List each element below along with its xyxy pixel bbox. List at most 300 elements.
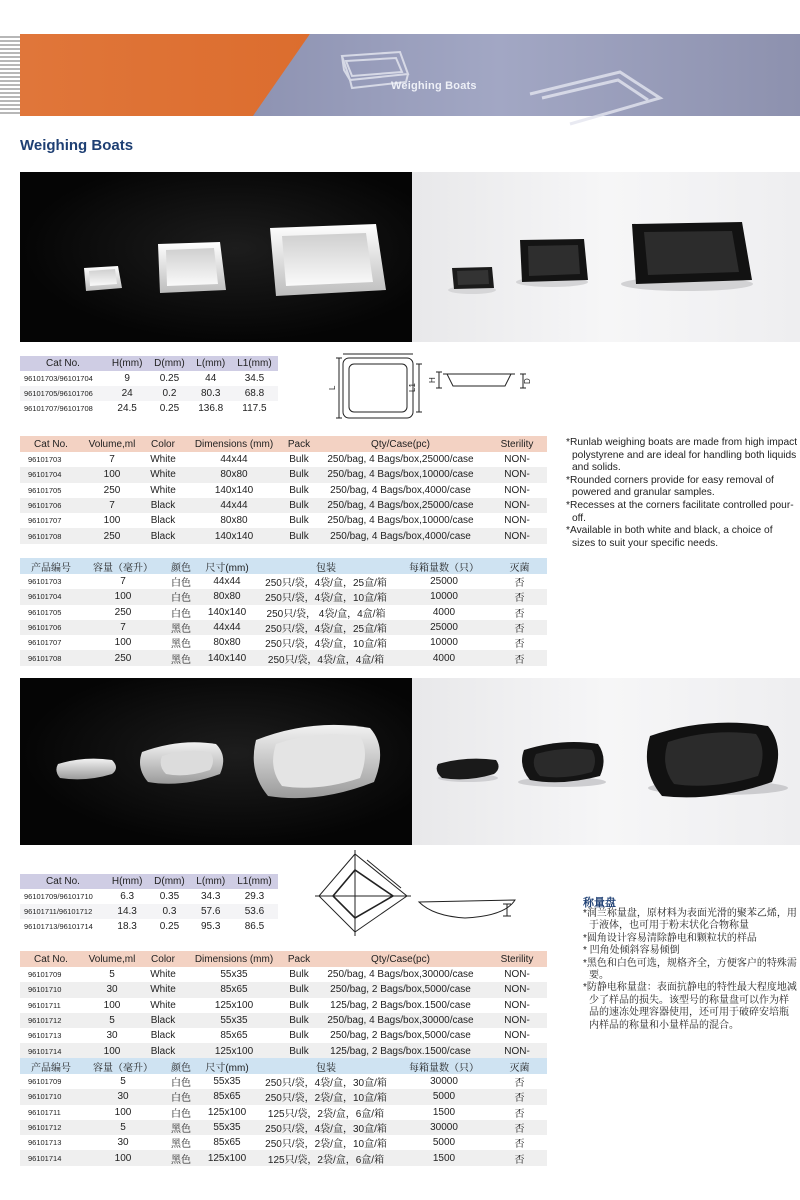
table-row: [20, 1150, 547, 1165]
spec-table-1: [20, 356, 278, 416]
table-cell: 100: [103, 515, 121, 527]
spec-table-header: [20, 874, 278, 889]
table-row: [20, 1135, 547, 1150]
table-cell: Black: [150, 515, 176, 527]
table-cell: 白色: [164, 589, 198, 604]
header-cell: Qty/Case(pc): [314, 951, 487, 967]
table-cell: 25000: [396, 620, 492, 635]
diagram-label-l: L: [328, 385, 337, 390]
table-cell: 125只/袋，2袋/盒，6盒/箱: [256, 1150, 396, 1165]
table-cell: 24: [106, 386, 148, 401]
table-cell: 140x140: [198, 650, 256, 665]
table-cell: 125/bag, 2 Bags/box.1500/case: [314, 1043, 487, 1058]
table-cell: Bulk: [289, 454, 309, 466]
table-cell: 250只/袋，4袋/盒，10盒/箱: [265, 639, 387, 651]
table-row: [20, 498, 547, 513]
table-cell: 7: [109, 454, 115, 466]
table-cell: 30: [82, 1089, 164, 1104]
table-cell: 96101709: [28, 970, 62, 980]
table-cell: Black: [142, 1043, 184, 1058]
table-row: [20, 998, 547, 1013]
table-cell: Bulk: [289, 484, 309, 496]
note-item: *圆角设计容易清除静电和颗粒状的样品: [583, 932, 757, 944]
table-cell: Bulk: [284, 467, 314, 482]
table-cell: 117.5: [242, 403, 267, 414]
table-cell: Bulk: [289, 999, 309, 1011]
table-row: [20, 1013, 547, 1028]
table-cell: Bulk: [284, 528, 314, 543]
header-cell: 每箱量数（只）: [396, 1058, 492, 1074]
table-cell: 96101710: [20, 982, 82, 997]
product-table-header: [20, 436, 547, 452]
table-row: [20, 513, 547, 528]
table-cell: NON-: [504, 969, 530, 981]
table-cell: 96101710: [20, 1089, 82, 1104]
table-cell: 96101714: [20, 1150, 82, 1165]
table-row: [20, 452, 547, 467]
table-cell: 96101705: [28, 607, 62, 617]
note-item: *润兰称量盘，原材料为表面光滑的聚苯乙烯，用于液体，也可用于粉末状化合物称量: [583, 908, 797, 932]
table-row: [20, 401, 278, 416]
table-cell: 否: [492, 620, 547, 635]
header-cell: 颜色: [164, 558, 198, 574]
spec-header-cell: L1(mm): [231, 874, 278, 889]
product-table-en-2: [20, 951, 547, 1059]
table-cell: 100: [82, 1043, 142, 1058]
table-row: [20, 635, 547, 650]
spec-header-cell: D(mm): [148, 356, 190, 371]
table-cell: 250只/袋， 4袋/盒，4盒/箱: [266, 608, 386, 620]
banner-boat-illustration: [320, 34, 800, 116]
header-cell: Pack: [284, 951, 314, 967]
table-cell: 125x100: [207, 1106, 247, 1118]
header-cell: 尺寸(mm): [198, 1058, 256, 1074]
table-cell: 95.3: [201, 921, 221, 932]
table-cell: 44x44: [213, 576, 241, 588]
diagram-label-d: D: [523, 378, 532, 384]
spec-header-cell: Cat No.: [20, 874, 106, 889]
table-cell: 24.5: [117, 403, 137, 414]
banner-stripes: [0, 34, 20, 116]
photo-black-square-boats: [412, 172, 800, 342]
header-cell: 产品编号: [20, 1058, 82, 1074]
table-row: [20, 467, 547, 482]
product-table-zh-2: [20, 1058, 547, 1166]
table-cell: Black: [142, 498, 184, 513]
table-cell: 55x35: [198, 1120, 256, 1135]
table-cell: 96101709: [28, 1077, 62, 1087]
table-row: [20, 967, 547, 982]
product-table-header: [20, 1058, 547, 1074]
header-cell: 灭菌: [492, 558, 547, 574]
photo-white-square-boats: [20, 172, 412, 342]
table-cell: 5: [120, 1076, 126, 1088]
table-cell: 96101711: [28, 1107, 61, 1117]
table-cell: 250/bag, 2 Bags/box,5000/case: [330, 1030, 471, 1042]
table-cell: NON-: [504, 999, 530, 1011]
table-cell: 80.3: [191, 386, 231, 401]
table-cell: 250只/袋，4袋/盒，30盒/箱: [265, 1078, 387, 1090]
table-cell: 125x100: [214, 999, 254, 1011]
header-cell: Qty/Case(pc): [314, 436, 487, 452]
table-cell: 250: [103, 484, 121, 496]
table-cell: 白色: [171, 608, 191, 620]
header-cell: Volume,ml: [82, 436, 142, 452]
table-cell: Bulk: [289, 515, 309, 527]
note-item: *Available in both white and black, a choice of sizes to suit your specific needs.: [566, 525, 773, 549]
header-cell: 产品编号: [20, 558, 82, 574]
header-cell: 尺寸(mm): [198, 558, 256, 574]
table-cell: 否: [514, 1139, 525, 1151]
table-cell: 250只/袋，2袋/盒，10盒/箱: [256, 1089, 396, 1104]
table-cell: 18.3: [117, 921, 137, 932]
photo-black-diamond-boats: [412, 678, 800, 845]
spec-header-cell: L(mm): [191, 356, 231, 371]
table-cell: 96101708: [20, 528, 82, 543]
table-cell: 96101711/96101712: [20, 904, 106, 919]
spec-table-header: [20, 356, 278, 371]
table-cell: NON-: [487, 467, 547, 482]
table-cell: Black: [142, 528, 184, 543]
table-row: [20, 1120, 547, 1135]
table-cell: 否: [492, 1150, 547, 1165]
table-cell: 55x35: [220, 969, 248, 981]
table-cell: 44: [205, 373, 217, 384]
table-cell: 250: [82, 650, 164, 665]
table-row: [20, 574, 547, 589]
table-cell: 30000: [396, 1120, 492, 1135]
table-row: [20, 982, 547, 997]
table-cell: 4000: [432, 606, 456, 618]
table-row: [20, 889, 278, 904]
table-cell: 96101713: [28, 1031, 62, 1041]
table-cell: 黑色: [164, 1120, 198, 1135]
table-cell: 10000: [430, 637, 458, 649]
table-cell: 85x65: [198, 1089, 256, 1104]
table-cell: 96101709/96101710: [24, 892, 93, 901]
table-cell: 0.25: [159, 921, 180, 932]
table-cell: Black: [150, 1030, 176, 1042]
table-cell: 9: [124, 373, 130, 384]
table-cell: 57.6: [191, 904, 231, 919]
table-cell: 96101706: [20, 620, 82, 635]
table-cell: Bulk: [284, 982, 314, 997]
table-cell: 250: [82, 528, 142, 543]
table-cell: 白色: [171, 1078, 191, 1090]
table-cell: 96101705: [28, 485, 62, 495]
table-cell: NON-: [487, 528, 547, 543]
table-cell: 黑色: [171, 639, 191, 651]
photo-white-diamond-boats: [20, 678, 412, 845]
header-cell: Sterility: [487, 951, 547, 967]
table-cell: 14.3: [106, 904, 148, 919]
table-cell: 250只/袋，4袋/盒，30盒/箱: [256, 1120, 396, 1135]
table-cell: 34.3: [201, 891, 221, 902]
table-cell: 250: [114, 606, 132, 618]
table-cell: NON-: [487, 498, 547, 513]
header-cell: 容量（毫升）: [82, 1058, 164, 1074]
table-cell: 30: [106, 1030, 118, 1042]
table-cell: 白色: [164, 1089, 198, 1104]
table-cell: 96101705/96101706: [20, 386, 106, 401]
table-cell: 5000: [432, 1137, 456, 1149]
table-cell: 7: [120, 576, 126, 588]
table-cell: 125x100: [198, 1150, 256, 1165]
spec-header-cell: Cat No.: [20, 356, 106, 371]
table-cell: 96101711: [28, 1000, 61, 1010]
table-cell: 140x140: [207, 606, 247, 618]
table-cell: Bulk: [284, 1043, 314, 1058]
table-cell: 250/bag, 4 Bags/box,25000/case: [327, 454, 474, 466]
header-cell: 颜色: [164, 1058, 198, 1074]
header-cell: Dimensions (mm): [184, 436, 284, 452]
table-cell: 0.2: [148, 386, 190, 401]
table-cell: 5: [82, 1013, 142, 1028]
table-cell: 86.5: [244, 921, 265, 932]
table-cell: 96101707: [28, 516, 62, 526]
spec-header-cell: L(mm): [191, 874, 231, 889]
table-cell: 53.6: [231, 904, 278, 919]
table-cell: 96101712: [20, 1120, 82, 1135]
table-cell: 0.25: [159, 373, 180, 384]
table-cell: 96101713/96101714: [24, 922, 93, 931]
header-banner: [0, 34, 800, 116]
table-cell: 250/bag, 4 Bags/box,4000/case: [314, 528, 487, 543]
table-cell: 96101703/96101704: [24, 374, 93, 383]
table-cell: 29.3: [244, 891, 265, 902]
table-cell: 否: [492, 589, 547, 604]
table-cell: Bulk: [289, 969, 309, 981]
table-cell: 黑色: [164, 1150, 198, 1165]
table-cell: 55x35: [213, 1076, 241, 1088]
table-cell: 5: [109, 969, 115, 981]
table-cell: NON-: [504, 454, 530, 466]
table-cell: 100: [114, 637, 132, 649]
header-cell: Volume,ml: [82, 951, 142, 967]
table-row: [20, 371, 278, 386]
note-item: *黑色和白色可选，规格齐全，方便客户的特殊需要。: [583, 957, 797, 982]
header-cell: Pack: [284, 436, 314, 452]
table-cell: 5000: [396, 1089, 492, 1104]
table-cell: White: [142, 982, 184, 997]
table-cell: 100: [82, 1150, 164, 1165]
table-row: [20, 904, 278, 919]
header-cell: 灭菌: [492, 1058, 547, 1074]
table-cell: 0.35: [159, 891, 180, 902]
header-cell: Cat No.: [20, 951, 82, 967]
table-cell: 96101708: [20, 650, 82, 665]
table-cell: 136.8: [198, 403, 224, 414]
header-cell: Color: [142, 436, 184, 452]
table-cell: 250/bag, 4 Bags/box,30000/case: [327, 969, 474, 981]
table-cell: 10000: [396, 589, 492, 604]
table-cell: 否: [514, 1078, 525, 1090]
table-cell: White: [150, 969, 176, 981]
table-cell: 85x65: [220, 1030, 248, 1042]
table-row: [20, 386, 278, 401]
notes-zh-title: 称量盘: [583, 897, 616, 909]
table-cell: 125x100: [184, 1043, 284, 1058]
table-cell: 否: [514, 608, 525, 620]
table-cell: 白色: [171, 1108, 191, 1120]
table-cell: 100: [114, 1106, 132, 1118]
table-cell: 96101704: [20, 467, 82, 482]
spec-table-2: [20, 874, 278, 934]
table-cell: 100: [82, 467, 142, 482]
features-notes-zh: [583, 908, 797, 1032]
table-cell: 125只/袋，2袋/盒，6盒/箱: [267, 1108, 385, 1120]
header-cell: Cat No.: [20, 436, 82, 452]
table-cell: 44x44: [184, 498, 284, 513]
diagram-label-l1: L1: [408, 383, 417, 392]
spec-header-cell: D(mm): [148, 874, 190, 889]
table-row: [20, 1028, 547, 1043]
header-cell: Color: [142, 951, 184, 967]
table-cell: 96101703: [28, 577, 62, 587]
table-cell: NON-: [504, 484, 530, 496]
table-cell: 55x35: [184, 1013, 284, 1028]
table-cell: 1500: [432, 1106, 456, 1118]
table-cell: 96101707: [28, 638, 62, 648]
note-item: * 凹角处倾斜容易倾倒: [583, 945, 680, 957]
table-cell: 30000: [430, 1076, 458, 1088]
table-cell: 44x44: [198, 620, 256, 635]
table-row: [20, 620, 547, 635]
table-cell: 7: [82, 620, 164, 635]
table-cell: 80x80: [220, 515, 248, 527]
table-cell: 100: [103, 999, 121, 1011]
table-cell: 80x80: [213, 637, 241, 649]
table-cell: 5: [82, 1120, 164, 1135]
table-cell: 140x140: [184, 528, 284, 543]
table-cell: 黑色: [164, 620, 198, 635]
table-cell: 黑色: [164, 650, 198, 665]
table-cell: NON-: [487, 1013, 547, 1028]
table-cell: 34.5: [244, 373, 265, 384]
table-cell: 80x80: [198, 589, 256, 604]
table-cell: 125/bag, 2 Bags/box.1500/case: [330, 999, 471, 1011]
table-cell: 250/bag, 4 Bags/box,10000/case: [327, 515, 474, 527]
table-cell: 85x65: [184, 982, 284, 997]
table-row: [20, 1074, 547, 1089]
table-cell: 否: [514, 1108, 525, 1120]
note-item: *Runlab weighing boats are made from high impact polystyrene and are ideal for handling both liquids and solids.: [566, 437, 798, 474]
table-cell: 80x80: [184, 467, 284, 482]
table-cell: NON-: [487, 1043, 547, 1058]
note-item: *防静电称量盘：表面抗静电的特性最大程度地减少了样品的损失。该型号的称量盘可以作为样品的速冻处理容器使用，还可用于破碎安培瓶内样品的称量和小量样品的混合。: [583, 982, 797, 1031]
table-cell: 250/bag, 4 Bags/box,30000/case: [314, 1013, 487, 1028]
spec-header-cell: H(mm): [106, 874, 148, 889]
table-row: [20, 1089, 547, 1104]
header-cell: 包装: [256, 558, 396, 574]
table-cell: 否: [492, 1089, 547, 1104]
spec-header-cell: H(mm): [106, 356, 148, 371]
table-row: [20, 483, 547, 498]
table-cell: 96101703: [28, 455, 62, 465]
table-cell: 96101714: [20, 1043, 82, 1058]
product-table-header: [20, 951, 547, 967]
table-cell: NON-: [504, 515, 530, 527]
table-cell: 96101707/96101708: [24, 404, 93, 413]
table-cell: NON-: [487, 982, 547, 997]
table-row: [20, 1105, 547, 1120]
table-cell: Bulk: [284, 498, 314, 513]
table-cell: White: [150, 999, 176, 1011]
table-cell: 250/bag, 2 Bags/box,5000/case: [314, 982, 487, 997]
spec-header-cell: L1(mm): [231, 356, 278, 371]
table-cell: 250只/袋，4袋/盒，10盒/箱: [256, 589, 396, 604]
table-cell: White: [142, 467, 184, 482]
product-table-zh-1: [20, 558, 547, 666]
table-cell: 30: [117, 1137, 129, 1149]
table-cell: 否: [492, 650, 547, 665]
table-row: [20, 650, 547, 665]
table-cell: 4000: [396, 650, 492, 665]
table-cell: 否: [514, 639, 525, 651]
note-item: *Recesses at the corners facilitate controlled pour-off.: [566, 499, 794, 524]
header-cell: 每箱量数（只）: [396, 558, 492, 574]
table-row: [20, 528, 547, 543]
table-cell: 44x44: [220, 454, 248, 466]
table-cell: 96101712: [20, 1013, 82, 1028]
table-cell: NON-: [504, 1030, 530, 1042]
page-title: Weighing Boats: [20, 137, 134, 154]
table-cell: 0.3: [148, 904, 190, 919]
table-cell: 30: [82, 982, 142, 997]
table-cell: 黑色: [171, 1139, 191, 1151]
note-item: *Rounded corners provide for easy removal of powered and granular samples.: [566, 474, 774, 499]
table-cell: 85x65: [213, 1137, 241, 1149]
table-cell: 白色: [171, 578, 191, 590]
table-cell: 100: [82, 589, 164, 604]
features-notes-en: [566, 437, 798, 550]
header-cell: Sterility: [487, 436, 547, 452]
table-cell: Black: [142, 1013, 184, 1028]
table-cell: 250只/袋，2袋/盒，10盒/箱: [265, 1139, 387, 1151]
diamond-boat-diagram: [315, 850, 525, 936]
table-cell: 0.25: [159, 403, 180, 414]
table-cell: 250/bag, 4 Bags/box,10000/case: [314, 467, 487, 482]
diagram-label-h: H: [428, 377, 437, 383]
table-cell: Bulk: [284, 1013, 314, 1028]
table-cell: 250/bag, 4 Bags/box,4000/case: [330, 484, 471, 496]
table-cell: 96101704: [20, 589, 82, 604]
table-row: [20, 605, 547, 620]
table-row: [20, 589, 547, 604]
table-cell: 否: [492, 1120, 547, 1135]
table-cell: 250只/袋，4袋/盒，25盒/箱: [265, 578, 387, 590]
header-cell: Dimensions (mm): [184, 951, 284, 967]
table-cell: 96101713: [28, 1138, 62, 1148]
table-cell: 68.8: [231, 386, 278, 401]
table-cell: 7: [82, 498, 142, 513]
table-cell: White: [150, 454, 176, 466]
table-cell: White: [150, 484, 176, 496]
table-cell: 140x140: [214, 484, 254, 496]
product-table-header: [20, 558, 547, 574]
header-cell: 包装: [256, 1058, 396, 1074]
table-cell: 250只/袋，4袋/盒，4盒/箱: [256, 650, 396, 665]
table-cell: 96101706: [20, 498, 82, 513]
table-cell: 250只/袋，4袋/盒，25盒/箱: [256, 620, 396, 635]
table-cell: 否: [514, 578, 525, 590]
table-cell: 25000: [430, 576, 458, 588]
square-boat-diagram: [328, 352, 545, 424]
table-cell: 250/bag, 4 Bags/box,25000/case: [314, 498, 487, 513]
table-row: [20, 919, 278, 934]
table-cell: Bulk: [289, 1030, 309, 1042]
table-row: [20, 1043, 547, 1058]
